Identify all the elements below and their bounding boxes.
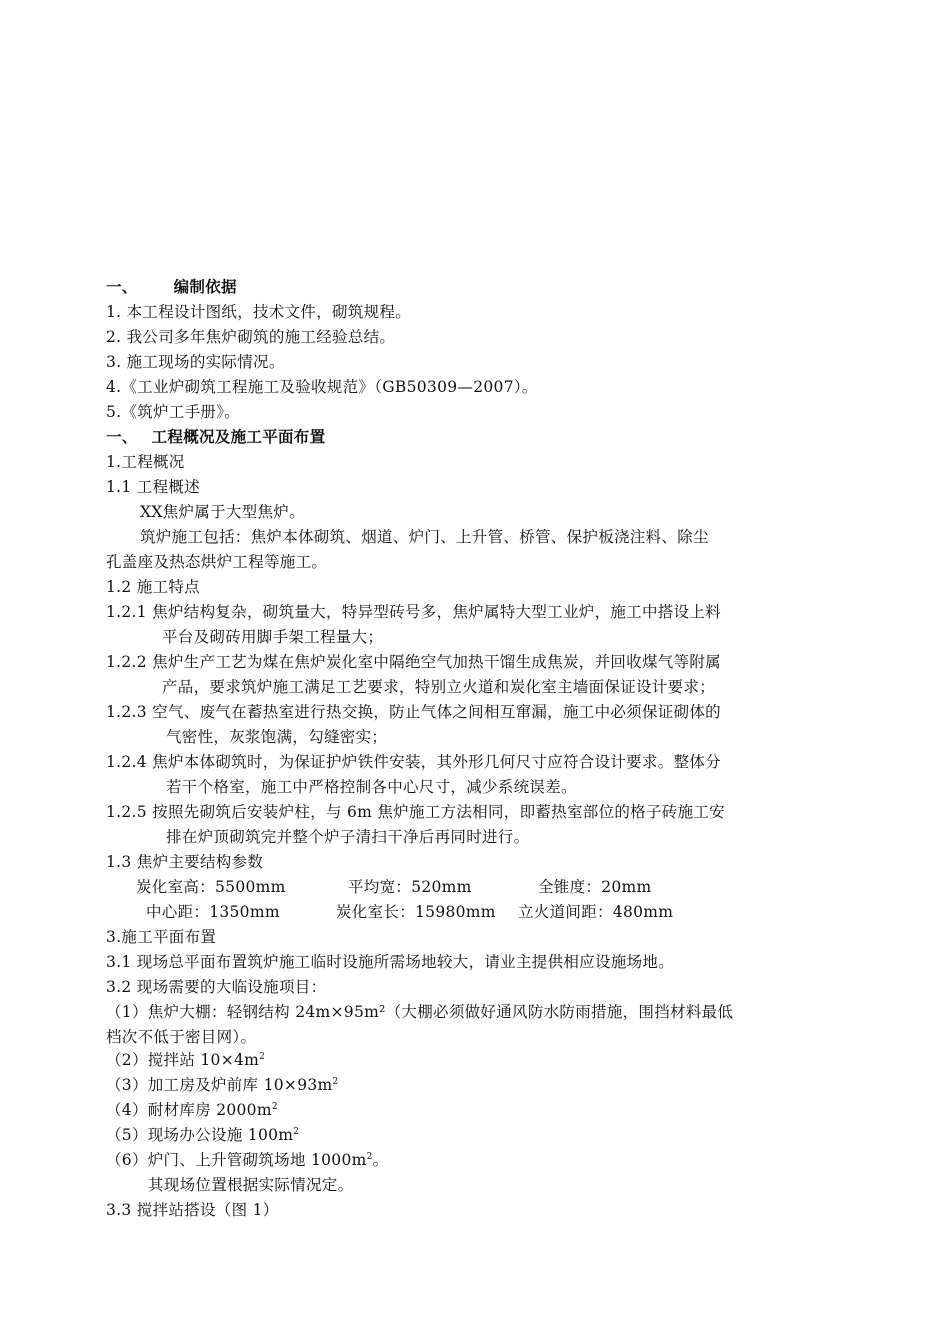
feature-3-line-1: 1.2.3 空气、废气在蓄热室进行热交换，防止气体之间相互窜漏，施工中必须保证砌体的	[106, 703, 721, 721]
section-1-number: 一、	[106, 278, 138, 296]
param-total-taper: 全锥度：20mm	[538, 878, 652, 896]
facility-item-1-line-2: 档次不低于密目网）。	[106, 1028, 257, 1046]
feature-1-line-1: 1.2.1 焦炉结构复杂，砌筑量大，特异型砖号多，焦炉属特大型工业炉，施工中搭设上料	[106, 603, 721, 621]
superscript: 2	[259, 1052, 266, 1062]
feature-2-line-2: 产品，要求筑炉施工满足工艺要求，特别立火道和炭化室主墙面保证设计要求；	[162, 678, 716, 696]
section-1-heading	[106, 277, 237, 297]
basis-item-1: 1. 本工程设计图纸，技术文件，砌筑规程。	[106, 303, 412, 321]
param-chamber-height: 炭化室高：5500mm	[136, 878, 286, 896]
location-note: 其现场位置根据实际情况定。	[148, 1176, 354, 1194]
heading-3: 3.施工平面布置	[106, 928, 217, 946]
param-flue-spacing: 立火道间距：480mm	[518, 903, 674, 921]
basis-item-4: 4.《工业炉砌筑工程施工及验收规范》（GB50309—2007）。	[106, 378, 538, 396]
basis-item-3: 3. 施工现场的实际情况。	[106, 353, 285, 371]
facility-item-6: （6）炉门、上升管砌筑场地 $1000m^2$。	[106, 1151, 389, 1169]
feature-4-line-2: 若干个格室，施工中严格控制各中心尺寸，减少系统误差。	[166, 778, 577, 796]
basis-item-2: 2. 我公司多年焦炉砌筑的施工经验总结。	[106, 328, 396, 346]
facility-item-2: （2）搅拌站 $10\times 4m^2$	[106, 1051, 266, 1069]
superscript: 2	[366, 1152, 373, 1162]
feature-5-line-2: 排在炉顶砌筑完并整个炉子清扫干净后再同时进行。	[166, 828, 530, 846]
overview-paragraph-2-line-2: 孔盖座及热态烘炉工程等施工。	[106, 553, 328, 571]
section-2-title: 工程概况及施工平面布置	[151, 428, 326, 446]
superscript: 2	[271, 1102, 278, 1112]
heading-1-2: 1.2 施工特点	[106, 578, 200, 596]
param-chamber-length: 炭化室长：15980mm	[336, 903, 496, 921]
basis-item-5: 5.《筑炉工手册》。	[106, 403, 241, 421]
superscript: 2	[332, 1077, 339, 1087]
overview-paragraph-2-line-1: 筑炉施工包括：焦炉本体砌筑、烟道、炉门、上升管、桥管、保护板浇注料、除尘	[140, 528, 709, 546]
heading-1-1: 1.1 工程概述	[106, 478, 200, 496]
facility-item-3: （3）加工房及炉前库 $10\times 93m^2$	[106, 1076, 339, 1094]
feature-5-line-1: 1.2.5 按照先砌筑后安装炉柱，与 6m 焦炉施工方法相同，即蓄热室部位的格子砖施工安	[106, 803, 725, 821]
overview-paragraph-1: XX焦炉属于大型焦炉。	[140, 503, 305, 521]
feature-3-line-2: 气密性，灰浆饱满，勾缝密实；	[166, 728, 388, 746]
heading-3-3: 3.3 搅拌站搭设（图 1）	[106, 1201, 279, 1219]
facility-item-4: （4）耐材库房 $2000m^2$	[106, 1101, 278, 1119]
heading-1-3: 1.3 焦炉主要结构参数	[106, 853, 264, 871]
param-average-width: 平均宽：520mm	[348, 878, 472, 896]
feature-1-line-2: 平台及砌砖用脚手架工程量大；	[162, 628, 384, 646]
section-2-heading	[106, 427, 325, 447]
paragraph-3-1: 3.1 现场总平面布置筑炉施工临时设施所需场地较大，请业主提供相应设施场地。	[106, 953, 674, 971]
heading-1: 1.工程概况	[106, 453, 185, 471]
superscript: 2	[293, 1127, 300, 1137]
facility-item-5: （5）现场办公设施 $100m^2$	[106, 1126, 300, 1144]
facility-item-1-line-1: （1）焦炉大棚：轻钢结构 24m×95m²（大棚必须做好通风防水防雨措施，围挡材料最低	[106, 1003, 734, 1021]
paragraph-3-2: 3.2 现场需要的大临设施项目：	[106, 978, 327, 996]
param-center-distance: 中心距：1350mm	[146, 903, 280, 921]
section-2-number: 一、	[106, 428, 138, 446]
feature-2-line-1: 1.2.2 焦炉生产工艺为煤在焦炉炭化室中隔绝空气加热干馏生成焦炭，并回收煤气等附属	[106, 653, 721, 671]
feature-4-line-1: 1.2.4 焦炉本体砌筑时，为保证护炉铁件安装，其外形几何尺寸应符合设计要求。整体分	[106, 753, 721, 771]
section-1-title: 编制依据	[173, 278, 237, 296]
